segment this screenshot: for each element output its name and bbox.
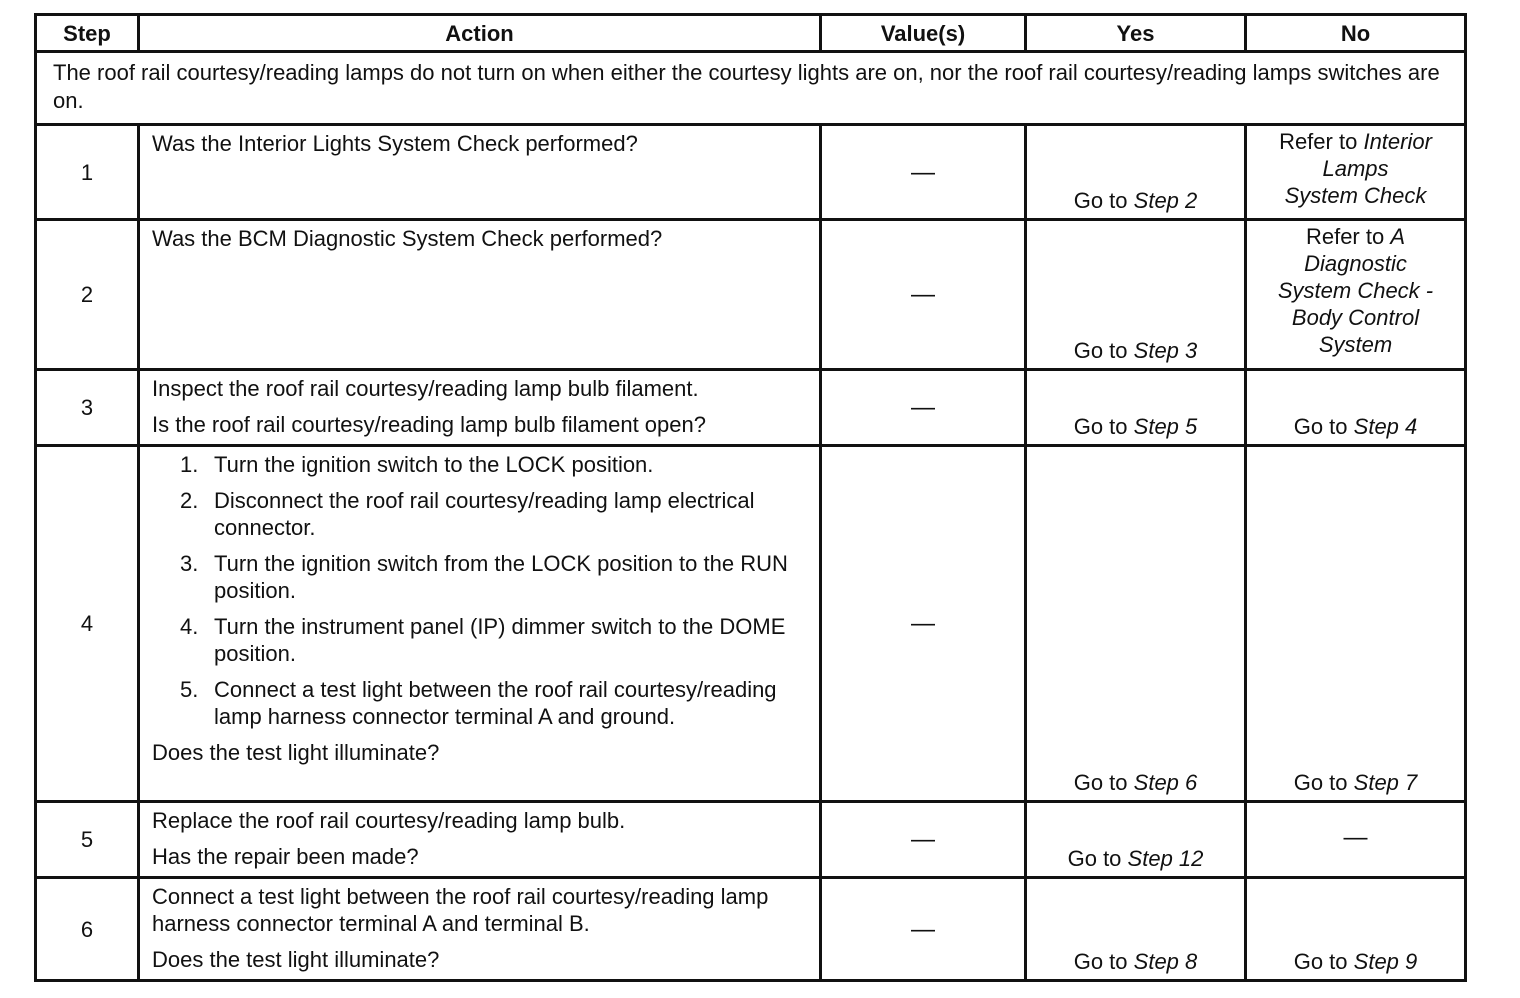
- action-text: Was the Interior Lights System Check performed?: [152, 131, 638, 156]
- action-text: Was the BCM Diagnostic System Check performed?: [152, 226, 663, 251]
- yes-cell: [1026, 220, 1246, 370]
- substep-text: Disconnect the roof rail courtesy/reading lamp electrical connector.: [214, 488, 755, 540]
- no-ref-part: System Check -: [1277, 278, 1434, 303]
- substep-text: Connect a test light between the roof rail courtesy/reading lamp harness connector terminal A and ground.: [214, 677, 777, 729]
- action-text: Inspect the roof rail courtesy/reading lamp bulb filament.: [152, 376, 699, 401]
- action-cell: [139, 370, 821, 446]
- no-ref-part: Body Control: [1291, 305, 1420, 330]
- header-values: Value(s): [821, 15, 1026, 52]
- no-cell: [1246, 125, 1466, 220]
- action-cell: [139, 220, 821, 370]
- substep-list: [152, 451, 809, 730]
- action-question: Is the roof rail courtesy/reading lamp bulb filament open?: [152, 412, 706, 437]
- yes-step-ref: Step 3: [1133, 338, 1198, 363]
- value-cell: —: [821, 802, 1026, 878]
- no-cell: [1246, 370, 1466, 446]
- substep-number: 4.: [180, 614, 199, 639]
- action-cell: [139, 802, 821, 878]
- list-item: [180, 451, 809, 478]
- no-ref-part: A: [1390, 224, 1406, 249]
- header-no: No: [1246, 15, 1466, 52]
- no-ref-part: System: [1318, 332, 1393, 357]
- no-cell: [1246, 878, 1466, 981]
- yes-prefix: Go to: [1073, 949, 1128, 974]
- value-cell: —: [821, 125, 1026, 220]
- value-cell: —: [821, 220, 1026, 370]
- yes-step-ref: Step 5: [1133, 414, 1198, 439]
- step-number: 5: [36, 802, 139, 878]
- table-row: [36, 220, 1466, 370]
- no-cell: —: [1246, 802, 1466, 878]
- diagnostic-table: [34, 13, 1467, 982]
- yes-cell: [1026, 125, 1246, 220]
- action-question: Does the test light illuminate?: [152, 947, 440, 972]
- no-ref-part: Diagnostic: [1304, 251, 1407, 276]
- action-text: Replace the roof rail courtesy/reading lamp bulb.: [152, 808, 626, 833]
- no-prefix: Refer to: [1305, 224, 1385, 249]
- yes-prefix: Go to: [1067, 846, 1122, 871]
- action-cell: [139, 446, 821, 802]
- no-ref-part: Interior: [1363, 129, 1432, 154]
- value-cell: —: [821, 878, 1026, 981]
- table-row: [36, 370, 1466, 446]
- action-question: Does the test light illuminate?: [152, 740, 440, 765]
- intro-row: [36, 52, 1466, 125]
- no-cell: [1246, 220, 1466, 370]
- yes-prefix: Go to: [1073, 338, 1128, 363]
- table-row: [36, 878, 1466, 981]
- no-ref-part: Lamps: [1322, 156, 1389, 181]
- header-action: Action: [139, 15, 821, 52]
- table-row: [36, 125, 1466, 220]
- action-text: Connect a test light between the roof rail courtesy/reading lamp harness connector terminal A and terminal B.: [152, 884, 769, 936]
- action-cell: [139, 125, 821, 220]
- intro-text: The roof rail courtesy/reading lamps do not turn on when either the courtesy lights are on, nor the roof rail courtesy/reading lamps switches are on.: [36, 52, 1466, 125]
- substep-text: Turn the ignition switch from the LOCK position to the RUN position.: [214, 551, 788, 603]
- step-number: 2: [36, 220, 139, 370]
- substep-number: 1.: [180, 452, 199, 477]
- list-item: [180, 613, 809, 667]
- no-step-ref: Step 7: [1353, 770, 1418, 795]
- list-item: [180, 550, 809, 604]
- substep-text: Turn the instrument panel (IP) dimmer switch to the DOME position.: [214, 614, 786, 666]
- yes-cell: [1026, 802, 1246, 878]
- no-prefix: Refer to: [1279, 129, 1358, 154]
- header-row: [36, 15, 1466, 52]
- yes-step-ref: Step 8: [1133, 949, 1198, 974]
- value-cell: —: [821, 370, 1026, 446]
- no-step-ref: Step 9: [1353, 949, 1418, 974]
- step-number: 1: [36, 125, 139, 220]
- table-row: [36, 446, 1466, 802]
- header-step: Step: [36, 15, 139, 52]
- no-cell: [1246, 446, 1466, 802]
- substep-number: 2.: [180, 488, 199, 513]
- no-prefix: Go to: [1293, 770, 1348, 795]
- yes-prefix: Go to: [1073, 414, 1128, 439]
- yes-step-ref: Step 12: [1127, 846, 1204, 871]
- yes-prefix: Go to: [1073, 770, 1128, 795]
- no-step-ref: Step 4: [1353, 414, 1418, 439]
- yes-cell: [1026, 878, 1246, 981]
- action-cell: [139, 878, 821, 981]
- substep-number: 5.: [180, 677, 199, 702]
- yes-step-ref: Step 2: [1133, 188, 1198, 213]
- list-item: [180, 487, 809, 541]
- no-prefix: Go to: [1293, 949, 1348, 974]
- header-yes: Yes: [1026, 15, 1246, 52]
- yes-step-ref: Step 6: [1133, 770, 1198, 795]
- yes-prefix: Go to: [1073, 188, 1128, 213]
- step-number: 4: [36, 446, 139, 802]
- no-ref-part: System Check: [1284, 183, 1427, 208]
- step-number: 3: [36, 370, 139, 446]
- value-cell: —: [821, 446, 1026, 802]
- step-number: 6: [36, 878, 139, 981]
- action-question: Has the repair been made?: [152, 844, 419, 869]
- table-row: [36, 802, 1466, 878]
- substep-number: 3.: [180, 551, 199, 576]
- list-item: [180, 676, 809, 730]
- yes-cell: [1026, 370, 1246, 446]
- no-prefix: Go to: [1293, 414, 1348, 439]
- yes-cell: [1026, 446, 1246, 802]
- substep-text: Turn the ignition switch to the LOCK position.: [214, 452, 654, 477]
